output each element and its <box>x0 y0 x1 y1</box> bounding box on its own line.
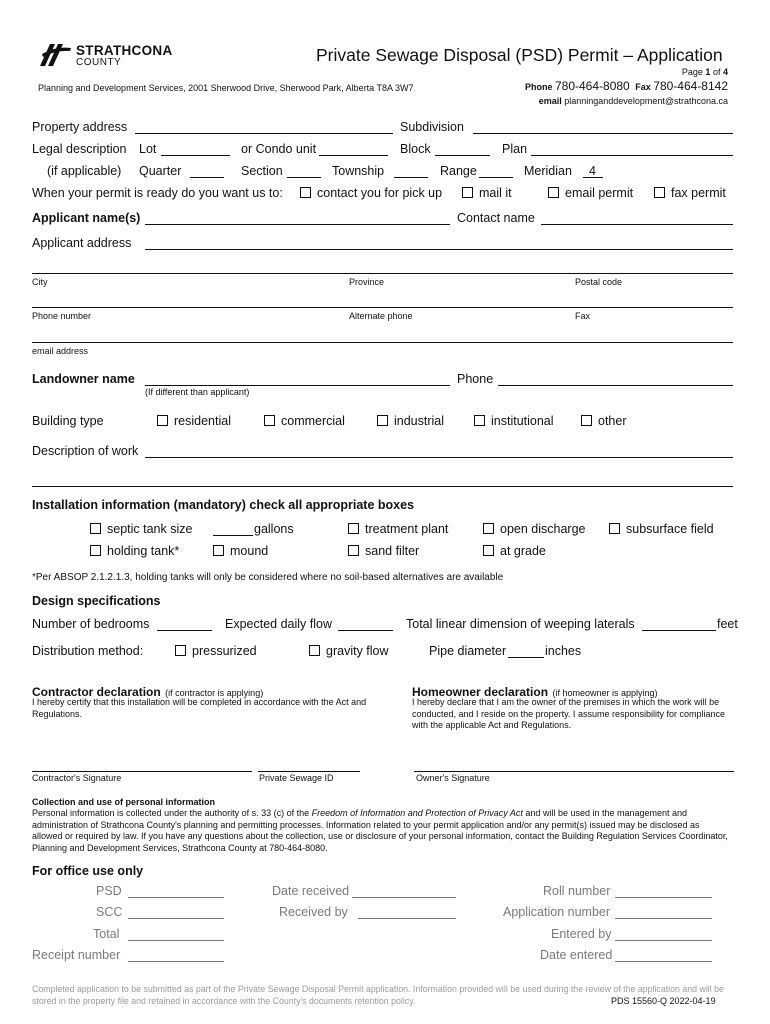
lot-label: Lot <box>139 142 157 156</box>
option-industrial[interactable]: industrial <box>377 414 444 428</box>
quarter-field[interactable] <box>190 177 224 178</box>
design-heading: Design specifications <box>32 594 161 608</box>
feet-label: feet <box>717 617 738 631</box>
option-institutional[interactable]: institutional <box>474 414 554 428</box>
checkbox-treatment-plant[interactable] <box>348 523 359 534</box>
office-psd-field <box>128 897 224 898</box>
checkbox-subsurface-field[interactable] <box>609 523 620 534</box>
office-app-number-field <box>615 918 712 919</box>
pipe-diameter-field[interactable] <box>508 657 544 658</box>
office-use-heading: For office use only <box>32 864 144 878</box>
landowner-note: (If different than applicant) <box>145 387 250 397</box>
section-label: Section <box>241 164 283 178</box>
office-total-field <box>128 940 224 941</box>
pipe-diameter-label: Pipe diameter <box>429 644 507 658</box>
checkbox-mail[interactable] <box>462 187 473 198</box>
option-treatment-plant[interactable]: treatment plant <box>348 522 448 536</box>
holding-tank-note: *Per ABSOP 2.1.2.1.3, holding tanks will only be considered where no soil-based alternatives are available <box>32 572 504 583</box>
privacy-text: Personal information is collected under the authority of s. 33 (c) of the Freedom of Information and Protection of Privacy Act and will be used in the management and administration of Strathcona County's planning and permitting processes. Information related to your permit application and/or any permit(s) issued may be disclosed as allowed or required by law. If you have any questions about the collection, use or disclosure of your personal information, contact the Building Regulation Services Coordinator, Planning and Development Services, Strathcona County at 780-464-8080. <box>32 808 728 853</box>
office-receipt-label: Receipt number <box>32 948 121 962</box>
email-address-label: email address <box>32 346 89 356</box>
contact-name-field[interactable] <box>541 224 733 225</box>
installation-heading: Installation information (mandatory) check all appropriate boxes <box>32 498 415 512</box>
checkbox-institutional[interactable] <box>474 415 485 426</box>
office-received-by-field <box>358 918 456 919</box>
township-label: Township <box>332 164 385 178</box>
option-gravity-flow[interactable]: gravity flow <box>309 644 389 658</box>
department-address: Planning and Development Services, 2001 Sherwood Drive, Sherwood Park, Alberta T8A 3W7 <box>38 83 414 93</box>
building-type-label: Building type <box>32 414 104 428</box>
office-entered-by-label: Entered by <box>551 927 612 941</box>
checkbox-holding-tank[interactable] <box>90 545 101 556</box>
private-sewage-id-field[interactable] <box>258 771 360 772</box>
septic-gallons-field[interactable] <box>213 535 253 536</box>
daily-flow-field[interactable] <box>338 630 393 631</box>
applicant-fax-label: Fax <box>575 311 591 321</box>
option-pickup[interactable]: contact you for pick up <box>300 186 442 200</box>
description-of-work-field-2[interactable] <box>32 486 733 487</box>
landowner-name-label: Landowner name <box>32 372 135 386</box>
logo-word-county: COUNTY <box>76 57 122 68</box>
description-of-work-field[interactable] <box>145 457 733 458</box>
subdivision-field[interactable] <box>473 133 733 134</box>
option-mound[interactable]: mound <box>213 544 268 558</box>
option-pressurized[interactable]: pressurized <box>175 644 257 658</box>
checkbox-pickup[interactable] <box>300 187 311 198</box>
contact-phone-fax: Phone 780-464-8080 Fax 780-464-8142 <box>524 79 728 93</box>
checkbox-pressurized[interactable] <box>175 645 186 656</box>
office-received-by-label: Received by <box>279 905 348 919</box>
phone-number-label: Phone number <box>32 311 92 321</box>
office-scc-field <box>128 918 224 919</box>
province-label: Province <box>349 277 385 287</box>
contractor-declaration-heading: Contractor declaration (if contractor is applying) <box>32 685 264 699</box>
landowner-name-field[interactable] <box>145 385 450 386</box>
alternate-phone-label: Alternate phone <box>349 311 413 321</box>
weeping-laterals-label: Total linear dimension of weeping laterals <box>406 617 635 631</box>
city-field[interactable] <box>32 273 733 274</box>
landowner-phone-label: Phone <box>457 372 494 386</box>
checkbox-at-grade[interactable] <box>483 545 494 556</box>
checkbox-fax[interactable] <box>654 187 665 198</box>
inches-label: inches <box>545 644 582 658</box>
office-roll-field <box>615 897 712 898</box>
block-field[interactable] <box>435 155 490 156</box>
checkbox-septic-tank[interactable] <box>90 523 101 534</box>
range-field[interactable] <box>479 177 513 178</box>
checkbox-commercial[interactable] <box>264 415 275 426</box>
office-psd-label: PSD <box>96 884 122 898</box>
checkbox-email[interactable] <box>548 187 559 198</box>
option-residential[interactable]: residential <box>157 414 231 428</box>
option-subsurface-field[interactable]: subsurface field <box>609 522 714 536</box>
checkbox-other[interactable] <box>581 415 592 426</box>
option-other[interactable]: other <box>581 414 627 428</box>
option-open-discharge[interactable]: open discharge <box>483 522 585 536</box>
office-entered-by-field <box>615 940 712 941</box>
office-date-entered-field <box>615 961 712 962</box>
option-email[interactable]: email permit <box>548 186 633 200</box>
office-app-number-label: Application number <box>503 905 611 919</box>
homeowner-declaration-heading: Homeowner declaration (if homeowner is applying) <box>412 685 658 699</box>
private-sewage-id-label: Private Sewage ID <box>259 773 334 783</box>
meridian-label: Meridian <box>524 164 572 178</box>
logo-word-strathcona: STRATHCONA <box>76 43 173 58</box>
owner-signature-label: Owner's Signature <box>416 773 490 783</box>
office-date-entered-label: Date entered <box>540 948 613 962</box>
block-label: Block <box>400 142 431 156</box>
contractor-signature-field[interactable] <box>32 771 252 772</box>
section-field[interactable] <box>287 177 321 178</box>
option-fax[interactable]: fax permit <box>654 186 726 200</box>
condo-unit-label: or Condo unit <box>241 142 317 156</box>
strathcona-logo-icon <box>38 42 72 68</box>
property-address-field[interactable] <box>135 133 393 134</box>
phone-row-field[interactable] <box>32 307 733 308</box>
subdivision-label: Subdivision <box>400 120 464 134</box>
contractor-declaration-text: I hereby certify that this installation will be completed in accordance with the Act and Regulations. <box>32 697 367 719</box>
checkbox-gravity-flow[interactable] <box>309 645 320 656</box>
if-applicable-note: (if applicable) <box>47 164 122 178</box>
office-scc-label: SCC <box>96 905 123 919</box>
city-label: City <box>32 277 48 287</box>
description-of-work-label: Description of work <box>32 444 139 458</box>
applicant-names-label: Applicant name(s) <box>32 211 141 225</box>
range-label: Range <box>440 164 477 178</box>
plan-field[interactable] <box>531 155 733 156</box>
checkbox-industrial[interactable] <box>377 415 388 426</box>
plan-label: Plan <box>502 142 528 156</box>
form-code: PDS 15560-Q 2022-04-19 <box>607 996 716 1006</box>
logo <box>38 42 188 70</box>
option-holding-tank[interactable]: holding tank* <box>90 544 179 558</box>
checkbox-open-discharge[interactable] <box>483 523 494 534</box>
quarter-label: Quarter <box>139 164 182 178</box>
footer-note: Completed application to be submitted as part of the Private Sewage Disposal Permit application. Information provided will be used during the review of the application and will be stored in the property file and retained in accordance with the County's documents retention policy. <box>32 984 724 1006</box>
office-receipt-field <box>128 961 224 962</box>
bedrooms-label: Number of bedrooms <box>32 617 150 631</box>
office-total-label: Total <box>93 927 120 941</box>
applicant-names-field[interactable] <box>145 224 450 225</box>
applicant-address-label: Applicant address <box>32 236 132 250</box>
landowner-phone-field[interactable] <box>498 385 733 386</box>
property-address-label: Property address <box>32 120 128 134</box>
lot-field[interactable] <box>161 155 230 156</box>
distribution-method-label: Distribution method: <box>32 644 144 658</box>
office-roll-label: Roll number <box>543 884 611 898</box>
office-date-received-label: Date received <box>272 884 350 898</box>
contact-name-label: Contact name <box>457 211 535 225</box>
postal-code-label: Postal code <box>575 277 623 287</box>
owner-signature-field[interactable] <box>414 771 734 772</box>
contractor-signature-label: Contractor's Signature <box>32 773 122 783</box>
permit-ready-label: When your permit is ready do you want us to: <box>32 186 283 200</box>
option-mail[interactable]: mail it <box>462 186 512 200</box>
option-commercial[interactable]: commercial <box>264 414 345 428</box>
daily-flow-label: Expected daily flow <box>225 617 333 631</box>
privacy-heading: Collection and use of personal information <box>32 797 216 807</box>
township-field[interactable] <box>394 177 428 178</box>
checkbox-sand-filter[interactable] <box>348 545 359 556</box>
page-indicator: Page 1 of 4 <box>681 67 728 77</box>
gallons-label: gallons <box>254 522 294 536</box>
option-sand-filter[interactable]: sand filter <box>348 544 419 558</box>
contact-email: email planninganddevelopment@strathcona.ca <box>538 96 728 106</box>
legal-description-label: Legal description <box>32 142 127 156</box>
condo-unit-field[interactable] <box>319 155 388 156</box>
homeowner-declaration-text: I hereby declare that I am the owner of the premises in which the work will be conducted, and I reside on the property. I assume responsibility for compliance with the applicable Act and Regulations. <box>412 697 726 730</box>
email-address-field[interactable] <box>32 342 733 343</box>
meridian-value: 4 <box>589 164 596 178</box>
applicant-address-field[interactable] <box>145 249 733 250</box>
option-septic-tank[interactable]: septic tank size <box>90 522 192 536</box>
option-at-grade[interactable]: at grade <box>483 544 546 558</box>
checkbox-mound[interactable] <box>213 545 224 556</box>
weeping-laterals-field[interactable] <box>642 630 716 631</box>
checkbox-residential[interactable] <box>157 415 168 426</box>
form-title: Private Sewage Disposal (PSD) Permit – Application <box>316 45 723 65</box>
office-date-received-field <box>352 897 456 898</box>
bedrooms-field[interactable] <box>157 630 212 631</box>
